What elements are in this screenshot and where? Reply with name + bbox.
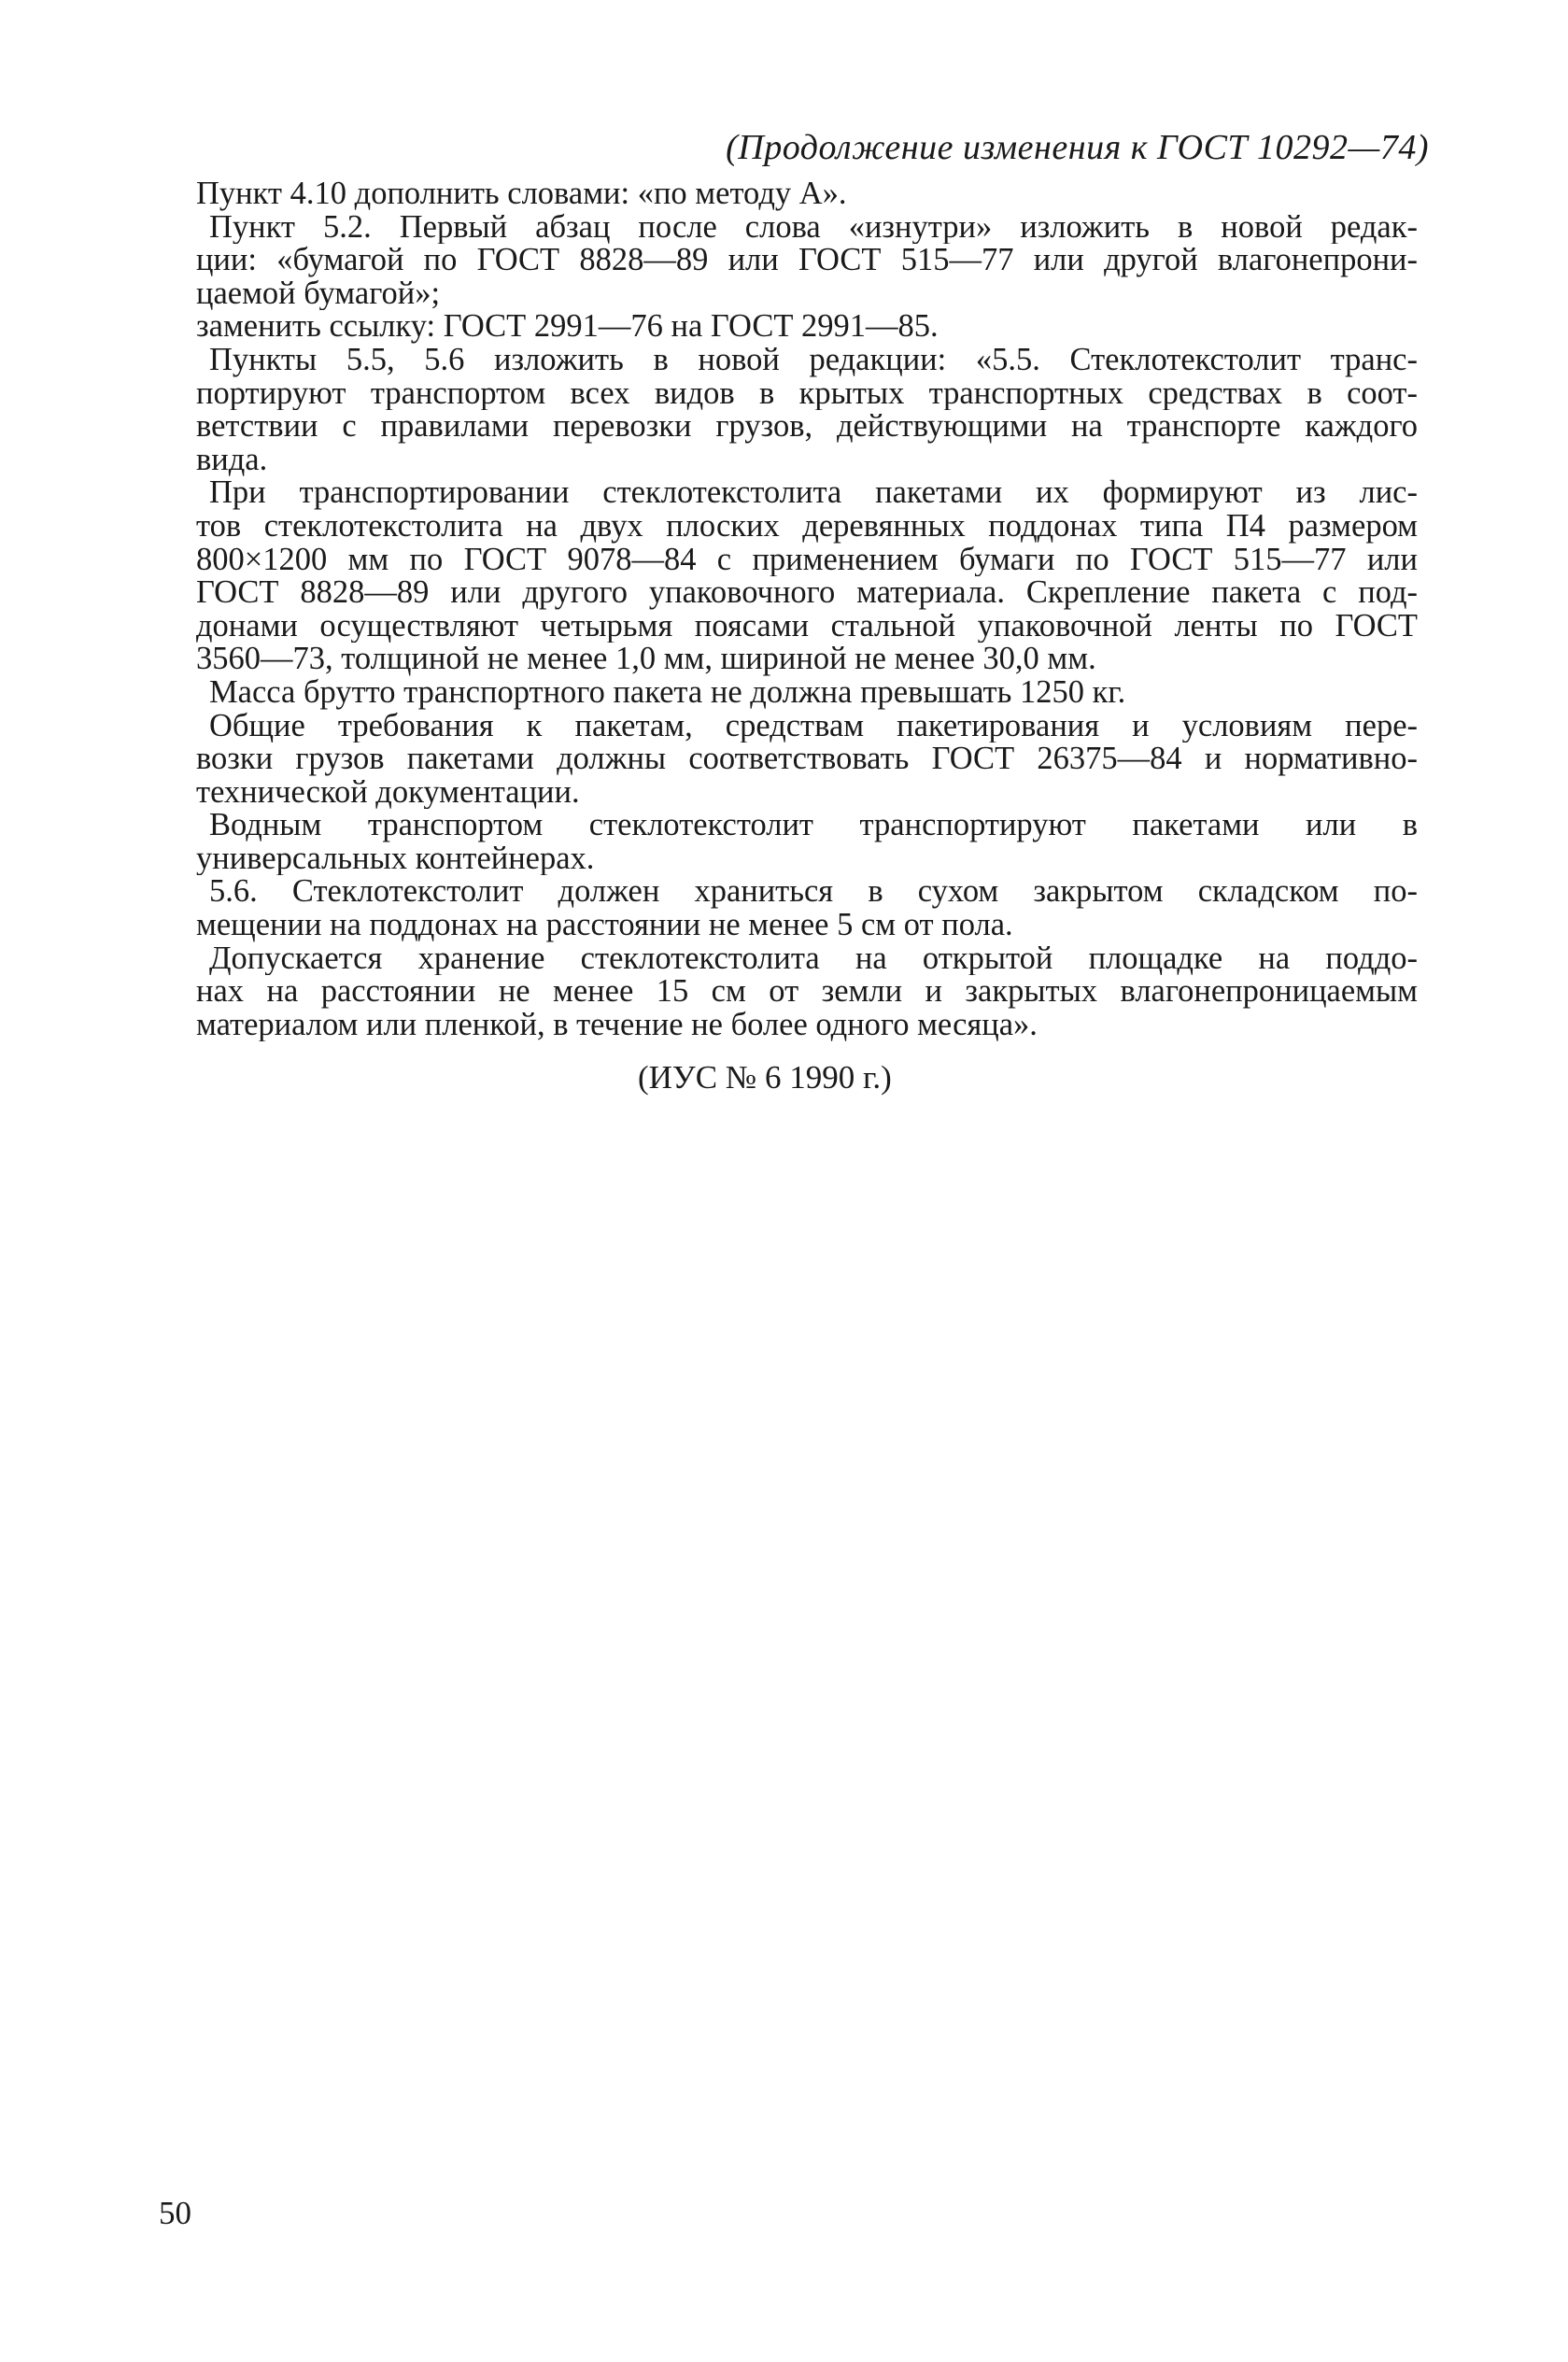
text-line: Пункты 5.5, 5.6 изложить в новой редакции: «5.5. Стеклотекстолит транс- [209, 343, 1418, 377]
page-number: 50 [159, 2195, 191, 2231]
text-line: Допускается хранение стеклотекстолита на открытой площадке на поддо- [209, 941, 1418, 976]
text-line: возки грузов пакетами должны соответствовать ГОСТ 26375—84 и нормативно- [196, 743, 1418, 776]
text-line: заменить ссылку: ГОСТ 2991—76 на ГОСТ 2991—85. [196, 310, 939, 344]
text-line: портируют транспортом всех видов в крытых транспортных средствах в соот- [196, 376, 1418, 411]
text-line: 5.6. Стеклотекстолит должен храниться в сухом закрытом складском по- [209, 875, 1418, 910]
running-header: (Продолжение изменения к ГОСТ 10292—74) [726, 128, 1429, 167]
text-line: универсальных контейнерах. [196, 842, 595, 876]
text-line: Масса брутто транспортного пакета не должна превышать 1250 кг. [209, 675, 1126, 710]
text-line: мещении на поддонах на расстоянии не менее 5 см от пола. [196, 909, 1013, 942]
text-line: донами осуществляют четырьмя поясами стальной упаковочной ленты по ГОСТ [196, 609, 1418, 644]
text-line: 800×1200 мм по ГОСТ 9078—84 с применением бумаги по ГОСТ 515—77 или [196, 543, 1418, 577]
text-line: нах на расстоянии не менее 15 см от земли и закрытых влагонепроницаемым [196, 975, 1418, 1009]
text-line: Общие требования к пакетам, средствам пакетирования и условиям пере- [209, 709, 1418, 743]
text-line: При транспортировании стеклотекстолита пакетами их формируют из лис- [209, 476, 1418, 510]
text-line: Пункт 5.2. Первый абзац после слова «изнутри» изложить в новой редак- [209, 210, 1418, 245]
text-line: материалом или пленкой, в течение не более одного месяца». [196, 1008, 1038, 1042]
text-line: 3560—73, толщиной не менее 1,0 мм, шириной не менее 30,0 мм. [196, 643, 1096, 676]
text-line: тов стеклотекстолита на двух плоских деревянных поддонах типа П4 размером [196, 509, 1418, 544]
text-line: ветствии с правилами перевозки грузов, действующими на транспорте каждого [196, 410, 1418, 444]
text-line: вида. [196, 443, 268, 477]
text-line: ции: «бумагой по ГОСТ 8828—89 или ГОСТ 515—77 или другой влагонепрони- [196, 244, 1418, 277]
body-text [196, 177, 1418, 1041]
source-reference: (ИУС № 6 1990 г.) [638, 1059, 892, 1096]
text-line: Пункт 4.10 дополнить словами: «по методу А». [196, 177, 847, 211]
text-line: Водным транспортом стеклотекстолит транспортируют пакетами или в [209, 809, 1418, 842]
text-line: цаемой бумагой»; [196, 276, 441, 311]
text-line: ГОСТ 8828—89 или другого упаковочного материала. Скрепление пакета с под- [196, 576, 1418, 610]
text-line: технической документации. [196, 775, 580, 810]
